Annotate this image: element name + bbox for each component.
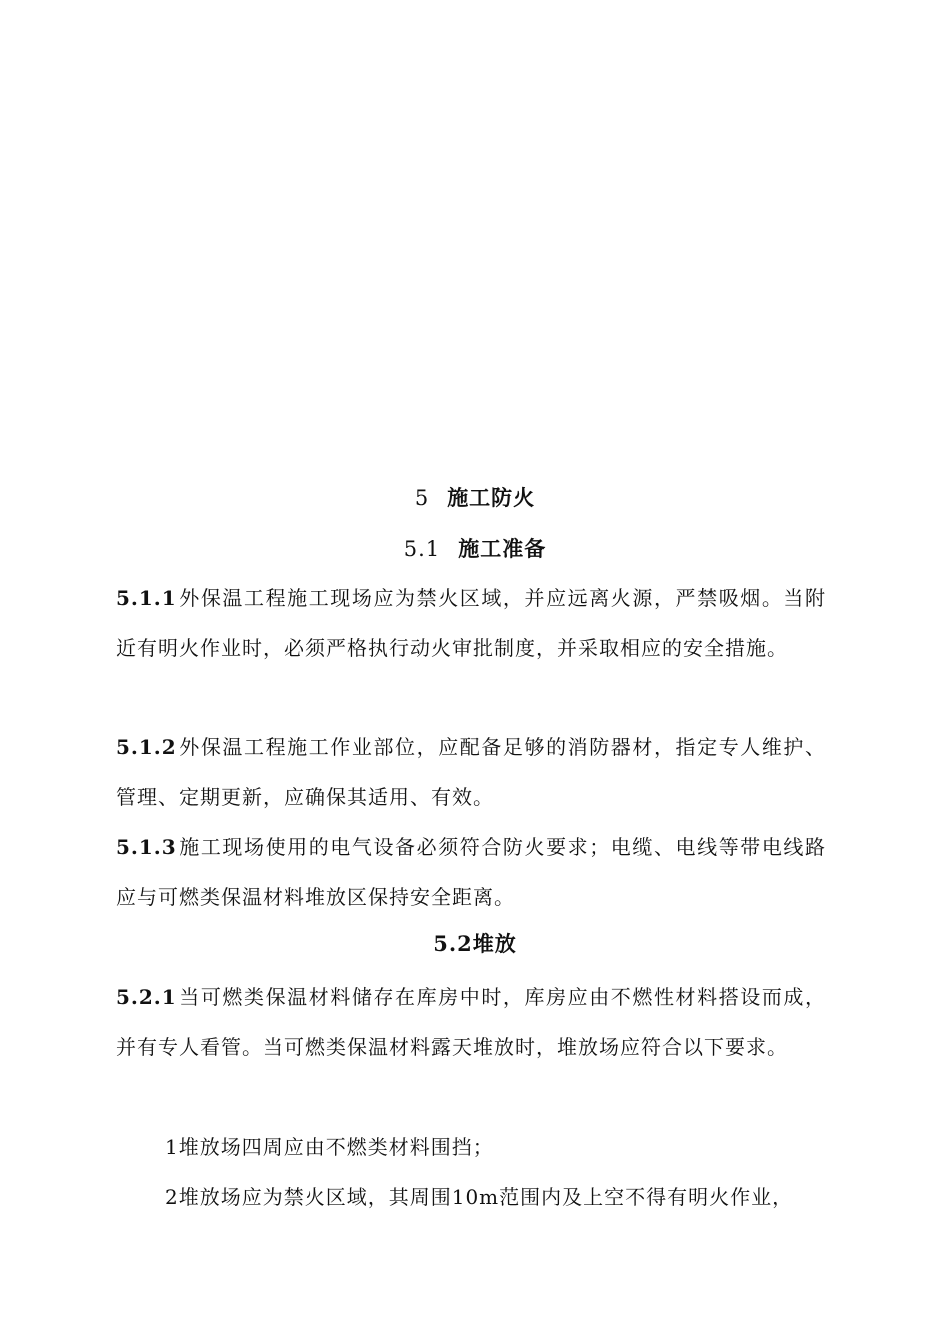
- clause-text: 外保温工程施工现场应为禁火区域，并应远离火源，严禁吸烟。当附近有明火作业时，必须严格执行动火审批制度，并采取相应的安全措施。: [116, 586, 826, 660]
- section-title: 施工准备: [458, 536, 547, 561]
- section-number: 5.1: [403, 537, 441, 561]
- section-heading-5-1: [0, 533, 950, 563]
- clause-5-2-1: [116, 972, 826, 1072]
- clause-number: 5.1.3: [116, 835, 177, 859]
- clause-text: 当可燃类保温材料储存在库房中时，库房应由不燃性材料搭设而成，并有专人看管。当可燃类保温材料露天堆放时，堆放场应符合以下要求。: [116, 985, 826, 1059]
- section-title: 5.2堆放: [433, 931, 517, 956]
- list-item: 2堆放场应为禁火区域，其周围10m范围内及上空不得有明火作业，: [165, 1185, 794, 1209]
- section-heading-5-2: [0, 928, 950, 958]
- chapter-title: 施工防火: [447, 485, 536, 510]
- list-item: 1堆放场四周应由不燃类材料围挡；: [165, 1135, 494, 1159]
- clause-text: 施工现场使用的电气设备必须符合防火要求；电缆、电线等带电线路应与可燃类保温材料堆放区保持安全距离。: [116, 835, 826, 909]
- clause-number: 5.1.2: [116, 735, 177, 759]
- clause-5-1-2: [116, 722, 826, 822]
- chapter-heading: [0, 482, 950, 512]
- clause-number: 5.1.1: [116, 586, 177, 610]
- clause-5-1-3: [116, 822, 826, 922]
- clause-5-1-1: [116, 573, 826, 673]
- chapter-number: 5: [414, 486, 430, 510]
- clause-number: 5.2.1: [116, 985, 177, 1009]
- clause-text: 外保温工程施工作业部位，应配备足够的消防器材，指定专人维护、管理、定期更新，应确保其适用、有效。: [116, 735, 826, 809]
